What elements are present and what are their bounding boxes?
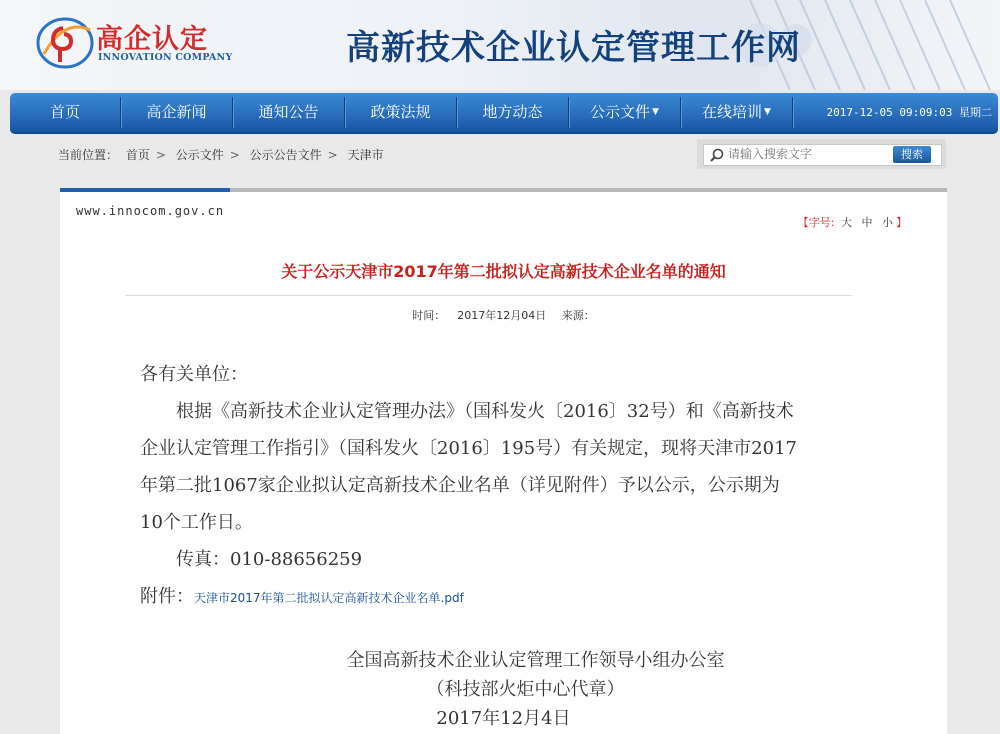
chevron-right-icon: > (155, 148, 166, 162)
chevron-down-icon: ▼ (764, 107, 771, 117)
article-meta (60, 307, 947, 323)
logo-icon[interactable] (34, 10, 96, 72)
logo-subtitle: INNOVATION COMPANY (98, 52, 233, 63)
breadcrumb-item-announcements[interactable]: 公示公告文件 (249, 148, 322, 162)
panel-top-accent (60, 188, 230, 192)
time-label: 时间： (412, 309, 446, 322)
breadcrumb-item-home[interactable]: 首页 (125, 148, 150, 162)
breadcrumb-item-tianjin[interactable]: 天津市 (347, 148, 384, 162)
search-button[interactable]: 搜索 (893, 146, 931, 163)
font-size-medium[interactable]: 中 (861, 216, 873, 229)
chevron-right-icon: > (327, 148, 338, 162)
nav-home[interactable] (10, 93, 120, 132)
nav-notices-label: 通知公告 (258, 103, 319, 121)
fax-line: 传真：010-88656259 (176, 549, 363, 570)
main-nav (10, 93, 998, 134)
site-title: 高新技术企业认定管理工作网 (346, 28, 801, 68)
font-size-control (798, 214, 907, 230)
article-body (140, 356, 800, 617)
title-divider (125, 295, 852, 296)
nav-news[interactable] (121, 93, 232, 132)
attachment-line (140, 578, 800, 617)
article-title: 关于公示天津市2017年第二批拟认定高新技术企业名单的通知 (281, 262, 726, 281)
bracket-right: 】 (896, 216, 907, 229)
nav-policies[interactable] (345, 93, 456, 132)
nav-local-news[interactable] (457, 93, 568, 132)
nav-home-label: 首页 (49, 103, 80, 121)
logo-text[interactable]: 高企认定 (96, 24, 208, 55)
breadcrumb (58, 146, 388, 163)
source-label: 来源： (561, 309, 595, 322)
breadcrumb-item-public-files[interactable]: 公示文件 (175, 148, 224, 162)
nav-training-label: 在线培训 (702, 103, 763, 121)
nav-separator (792, 97, 793, 128)
attachment-link[interactable]: 天津市2017年第二批拟认定高新技术企业名单.pdf (194, 591, 464, 605)
signature-block (60, 646, 947, 733)
nav-policies-label: 政策法规 (370, 103, 431, 121)
current-datetime: 2017-12-05 09:09:03 星期二 (826, 106, 992, 119)
font-size-label: 字号: (808, 216, 835, 229)
nav-local-news-label: 地方动态 (482, 103, 543, 121)
nav-training[interactable] (681, 93, 792, 132)
signature-org: 全国高新技术企业认定管理工作领导小组办公室 (346, 650, 725, 671)
chevron-right-icon: > (229, 148, 240, 162)
search-box (697, 139, 946, 169)
nav-news-label: 高企新闻 (146, 103, 207, 121)
font-size-small[interactable]: 小 (882, 216, 893, 229)
search-input[interactable] (728, 146, 888, 162)
attachment-label: 附件： (140, 586, 194, 607)
site-header (0, 0, 1000, 90)
font-size-large[interactable]: 大 (841, 216, 852, 229)
nav-public-files[interactable] (569, 93, 680, 132)
signature-note: （科技部火炬中心代章） (426, 679, 625, 700)
chevron-down-icon: ▼ (652, 107, 659, 117)
main-paragraph: 根据《高新技术企业认定管理办法》（国科发火〔2016〕32号）和《高新技术企业认定管理工作指引》（国科发火〔2016〕195号）有关规定，现将天津市2017年第二批1067家企业拟认定高新技术企业名单（详见附件）予以公示，公示期为10个工作日。 (140, 401, 797, 533)
signature-date: 2017年12月4日 (436, 708, 571, 729)
greeting: 各有关单位： (140, 364, 248, 385)
search-field-wrapper (703, 144, 942, 166)
article-panel (60, 188, 947, 734)
site-url: www.innocom.gov.cn (76, 204, 225, 218)
search-icon (710, 148, 724, 162)
breadcrumb-prefix: 当前位置： (58, 148, 119, 162)
bracket-left: 【 (797, 216, 809, 229)
time-value: 2017年12月04日 (457, 309, 547, 322)
nav-notices[interactable] (233, 93, 344, 132)
nav-public-files-label: 公示文件 (590, 103, 651, 121)
